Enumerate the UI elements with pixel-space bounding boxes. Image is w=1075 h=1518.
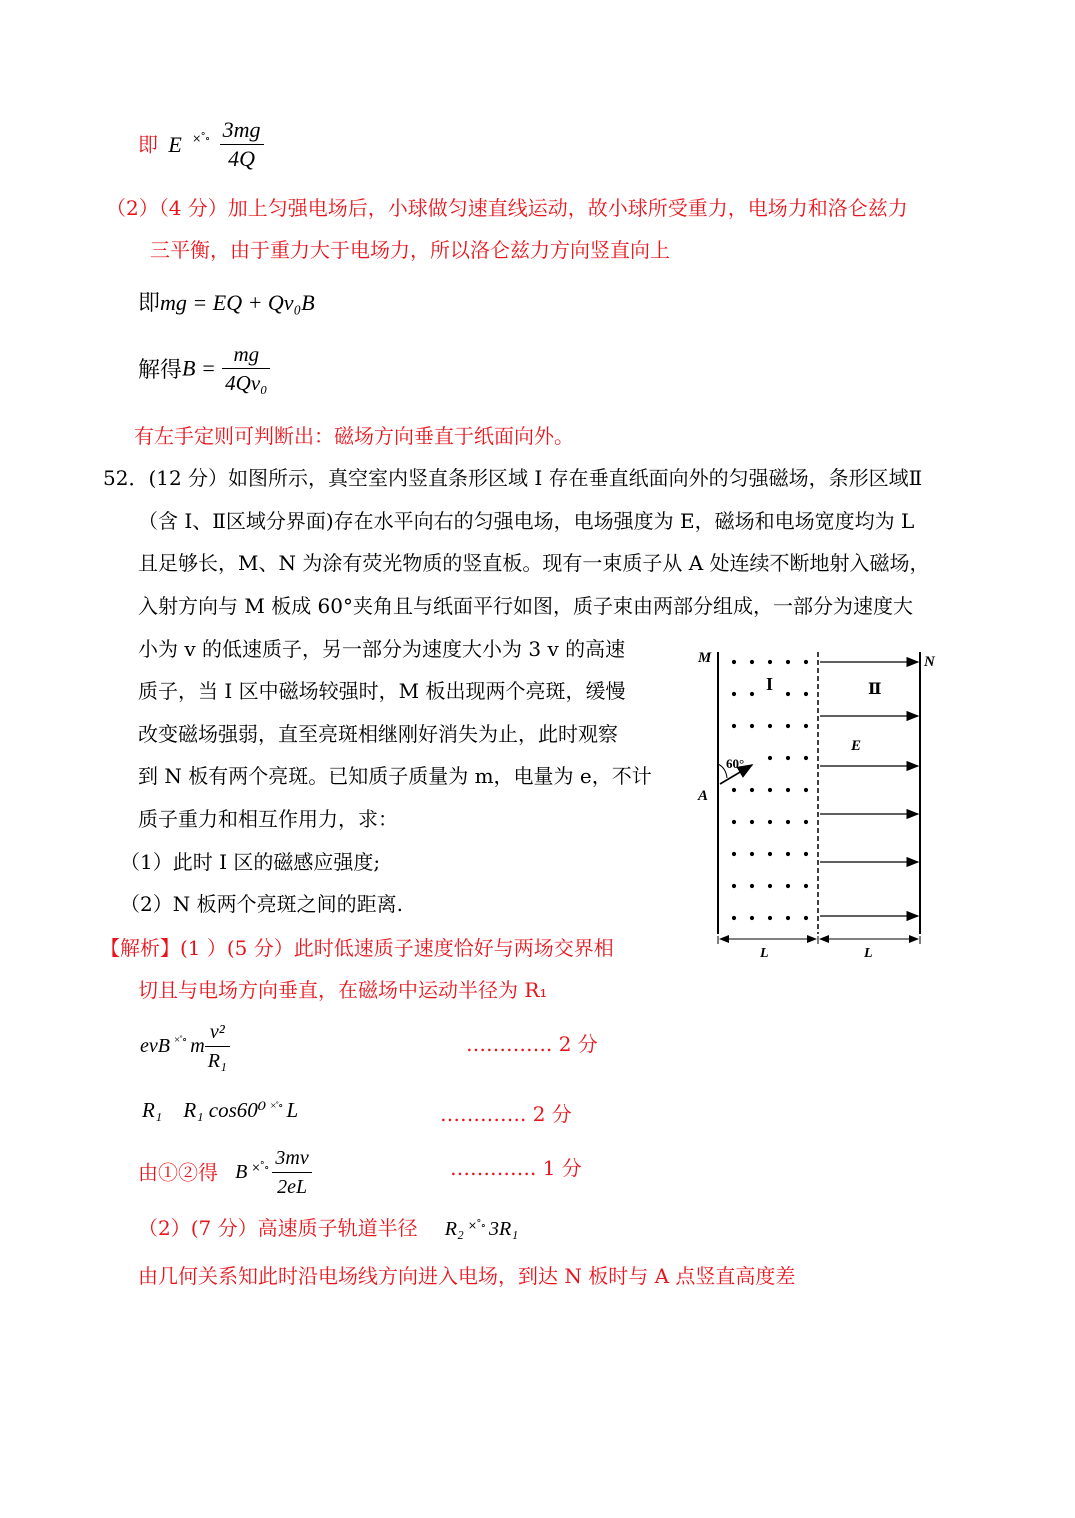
field-dot xyxy=(804,756,808,760)
eq-E-numerator: 3mg xyxy=(220,116,264,145)
field-dot xyxy=(768,884,772,888)
field-dot xyxy=(750,884,754,888)
field-dot xyxy=(786,756,790,760)
field-dot xyxy=(732,820,736,824)
label-I: I xyxy=(766,674,774,694)
part2-line2: 三平衡，由于重力大于电场力，所以洛仑兹力方向竖直向上 xyxy=(150,238,670,262)
eq3-lhs: B xyxy=(235,1161,248,1183)
field-dot xyxy=(804,660,808,664)
question-2: （2）N 板两个亮斑之间的距离. xyxy=(120,892,403,916)
eq-balance-line xyxy=(138,286,315,317)
eq-B-prefix: 解得 xyxy=(138,358,183,383)
eq2-b: R₁ cos60⁰ xyxy=(183,1098,267,1122)
field-dot xyxy=(768,852,772,856)
field-dot xyxy=(732,724,736,728)
eq1-fraction xyxy=(205,1018,230,1075)
final-line: 由几何关系知此时沿电场线方向进入电场，到达 N 板时与 A 点竖直高度差 xyxy=(138,1264,796,1288)
field-dot xyxy=(750,724,754,728)
field-dot xyxy=(750,852,754,856)
eq2-score: …………. 2 分 xyxy=(440,1102,572,1126)
eq-B-lhs: B = xyxy=(182,355,216,381)
problem-line8: 到 N 板有两个亮斑。已知质子质量为 m，电量为 e，不计 xyxy=(138,764,652,788)
field-dot xyxy=(768,660,772,664)
eq3-fraction xyxy=(272,1144,311,1201)
field-dot xyxy=(804,916,808,920)
field-dot xyxy=(804,788,808,792)
field-dot xyxy=(804,884,808,888)
conclusion-line: 有左手定则可判断出：磁场方向垂直于纸面向外。 xyxy=(134,424,574,448)
part2-prefix: （2）(7 分）高速质子轨道半径 xyxy=(138,1216,418,1240)
label-A: A xyxy=(698,788,709,804)
label-L-left: L xyxy=(760,946,769,961)
eq-B-numerator: mg xyxy=(222,340,270,369)
part2-eq-rhs: 3R₁ xyxy=(488,1218,519,1240)
eq1-denominator: R₁ xyxy=(207,1050,227,1072)
eq3-line xyxy=(138,1144,312,1208)
field-dot xyxy=(768,916,772,920)
eq-balance: mg = EQ + Qv₀B xyxy=(160,290,315,315)
eq-B-fraction xyxy=(222,340,270,397)
field-dot xyxy=(804,724,808,728)
label-L-right: L xyxy=(864,946,873,961)
eq3-denominator: 2eL xyxy=(277,1176,308,1198)
question-1: （1）此时 I 区的磁感应强度; xyxy=(120,850,381,874)
eq-B-line xyxy=(138,340,270,404)
problem-line5: 小为 v 的低速质子，另一部分为速度大小为 3 v 的高速 xyxy=(138,637,626,661)
eq2-c: L xyxy=(286,1098,299,1122)
field-dot xyxy=(804,692,808,696)
field-dot xyxy=(750,692,754,696)
solution-header: 【解析】(1 ）(5 分）此时低速质子速度恰好与两场交界相 xyxy=(100,936,614,960)
eq1-numerator: v² xyxy=(205,1018,230,1047)
field-dot xyxy=(786,852,790,856)
eq3-numerator: 3mv xyxy=(272,1144,311,1173)
eq1-score: …………. 2 分 xyxy=(466,1032,598,1056)
field-dot xyxy=(786,724,790,728)
eq3-prefix: 由①②得 xyxy=(138,1160,218,1185)
problem-line9: 质子重力和相互作用力，求： xyxy=(138,807,398,831)
eq2-a: R₁ xyxy=(142,1098,163,1122)
label-N: N xyxy=(924,654,935,670)
label-M: M xyxy=(698,650,712,666)
magnetic-field-dots xyxy=(732,660,808,920)
eq1-line xyxy=(140,1018,230,1082)
field-dot xyxy=(768,724,772,728)
part2-eq-glyph: ×˚∘ xyxy=(467,1218,485,1232)
field-dot xyxy=(804,820,808,824)
eq-E-fraction xyxy=(220,116,264,173)
electric-field-arrows xyxy=(820,662,918,916)
problem-line1: 52．(12 分）如图所示，真空室内竖直条形区域 I 存在垂直纸面向外的匀强磁场，条形区域Ⅱ xyxy=(103,466,923,490)
label-angle: 60° xyxy=(726,756,745,771)
problem-line4: 入射方向与 M 板成 60°夹角且与纸面平行如图，质子束由两部分组成，一部分为速度大 xyxy=(138,594,913,618)
eq2-glyph: ×˚∘ xyxy=(270,1100,283,1112)
problem-line3: 且足够长，M、N 为涂有荧光物质的竖直板。现有一束质子从 A 处连续不断地射入磁场， xyxy=(138,551,930,575)
eq-B-denominator: 4Qv₀ xyxy=(225,371,268,395)
problem-line6: 质子，当 I 区中磁场较强时，M 板出现两个亮斑，缓慢 xyxy=(138,679,626,703)
field-dot xyxy=(768,820,772,824)
eq3-score: …………. 1 分 xyxy=(450,1156,582,1180)
field-dot xyxy=(786,884,790,888)
problem-line2: （含 I、Ⅱ区域分界面)存在水平向右的匀强电场，电场强度为 E，磁场和电场宽度均为 L xyxy=(138,509,915,533)
field-dot xyxy=(732,788,736,792)
field-dot xyxy=(768,788,772,792)
field-dot xyxy=(732,692,736,696)
field-diagram xyxy=(694,644,944,974)
field-dot xyxy=(732,916,736,920)
part2-line xyxy=(138,1214,518,1242)
field-dot xyxy=(786,916,790,920)
solution-line2: 切且与电场方向垂直，在磁场中运动半径为 R₁ xyxy=(138,978,548,1002)
field-dot xyxy=(786,660,790,664)
eq-E-glyph: ×˚∘ xyxy=(192,132,210,146)
eq3-glyph: ×˚∘ xyxy=(251,1160,269,1174)
field-dot xyxy=(786,692,790,696)
eq-E-line xyxy=(138,116,264,180)
field-dot xyxy=(732,852,736,856)
field-dot xyxy=(750,916,754,920)
field-dot xyxy=(786,788,790,792)
field-dot xyxy=(750,788,754,792)
eq1-glyph: ×˚∘ xyxy=(173,1034,187,1047)
field-dot xyxy=(804,852,808,856)
field-dot xyxy=(750,820,754,824)
field-dot xyxy=(732,884,736,888)
eq-E-lhs: E xyxy=(168,131,182,157)
eq-E-denominator: 4Q xyxy=(228,146,256,171)
field-dot xyxy=(732,660,736,664)
eq-balance-prefix: 即 xyxy=(138,291,161,316)
eq-E-prefix: 即 xyxy=(138,132,158,157)
label-II: Ⅱ xyxy=(868,681,882,698)
field-dot xyxy=(768,756,772,760)
field-dot xyxy=(750,660,754,664)
label-E: E xyxy=(851,738,862,754)
eq2-line xyxy=(142,1098,298,1123)
problem-line7: 改变磁场强弱，直至亮斑相继刚好消失为止，此时观察 xyxy=(138,722,618,746)
eq1-m: m xyxy=(190,1035,205,1057)
eq1-lhs: evB xyxy=(140,1035,170,1057)
part2-line1: （2）（4 分）加上匀强电场后，小球做匀速直线运动，故小球所受重力，电场力和洛仑兹力 xyxy=(106,196,908,220)
part2-eq-lhs: R₂ xyxy=(444,1218,464,1240)
field-dot xyxy=(786,820,790,824)
